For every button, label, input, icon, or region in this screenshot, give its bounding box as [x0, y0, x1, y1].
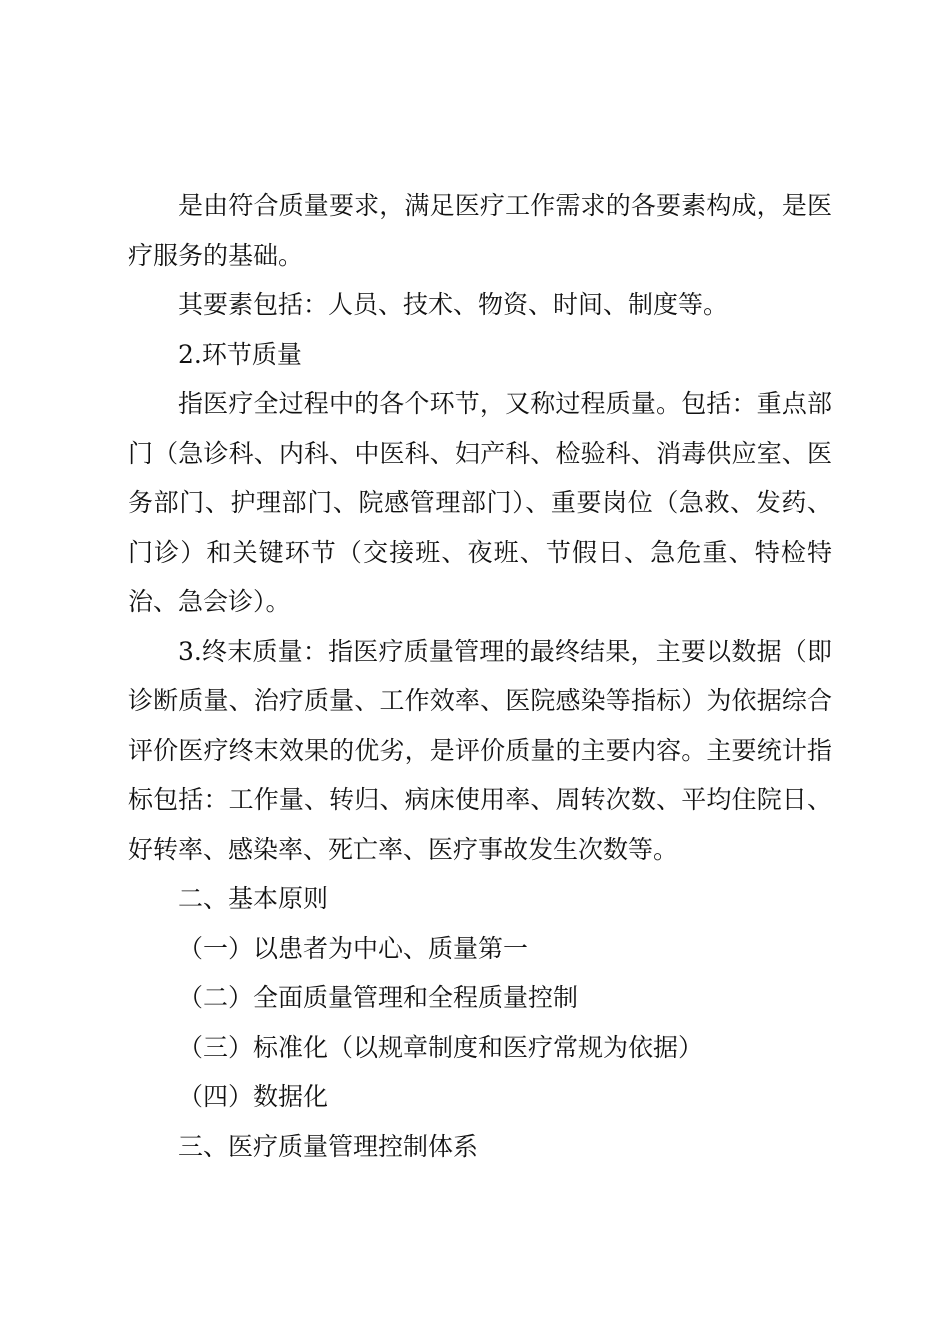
paragraph-2: 其要素包括：人员、技术、物资、时间、制度等。: [178, 290, 729, 319]
paragraph-1: 是由符合质量要求，满足医疗工作需求的各要素构成，是医疗服务的基础。: [128, 191, 832, 270]
heading-basic-principles: 二、基本原则: [178, 884, 329, 913]
document-body: [128, 181, 832, 1171]
heading-control-system: 三、医疗质量管理控制体系: [178, 1131, 479, 1161]
paragraph-3: 指医疗全过程中的各个环节，又称过程质量。包括：重点部门（急诊科、内科、中医科、妇产科、检验科、消毒供应室、医务部门、护理部门、院感管理部门）、重要岗位（急救、发药、门诊）和关键环节（交接班、夜班、节假日、急危重、特检特治、急会诊）。: [128, 389, 832, 616]
paragraph-4: 3.终末质量：指医疗质量管理的最终结果，主要以数据（即诊断质量、治疗质量、工作效率、医院感染等指标）为依据综合评价医疗终末效果的优劣，是评价质量的主要内容。主要统计指标包括：工作量、转归、病床使用率、周转次数、平均住院日、好转率、感染率、死亡率、医疗事故发生次数等。: [128, 636, 832, 864]
principle-3: （三）标准化（以规章制度和医疗常规为依据）: [178, 1032, 704, 1062]
section-heading-2: 2.环节质量: [178, 339, 302, 369]
principle-1: （一）以患者为中心、质量第一: [178, 933, 529, 963]
principle-2: （二）全面质量管理和全程质量控制: [178, 983, 579, 1012]
principle-4: （四）数据化: [178, 1082, 329, 1111]
